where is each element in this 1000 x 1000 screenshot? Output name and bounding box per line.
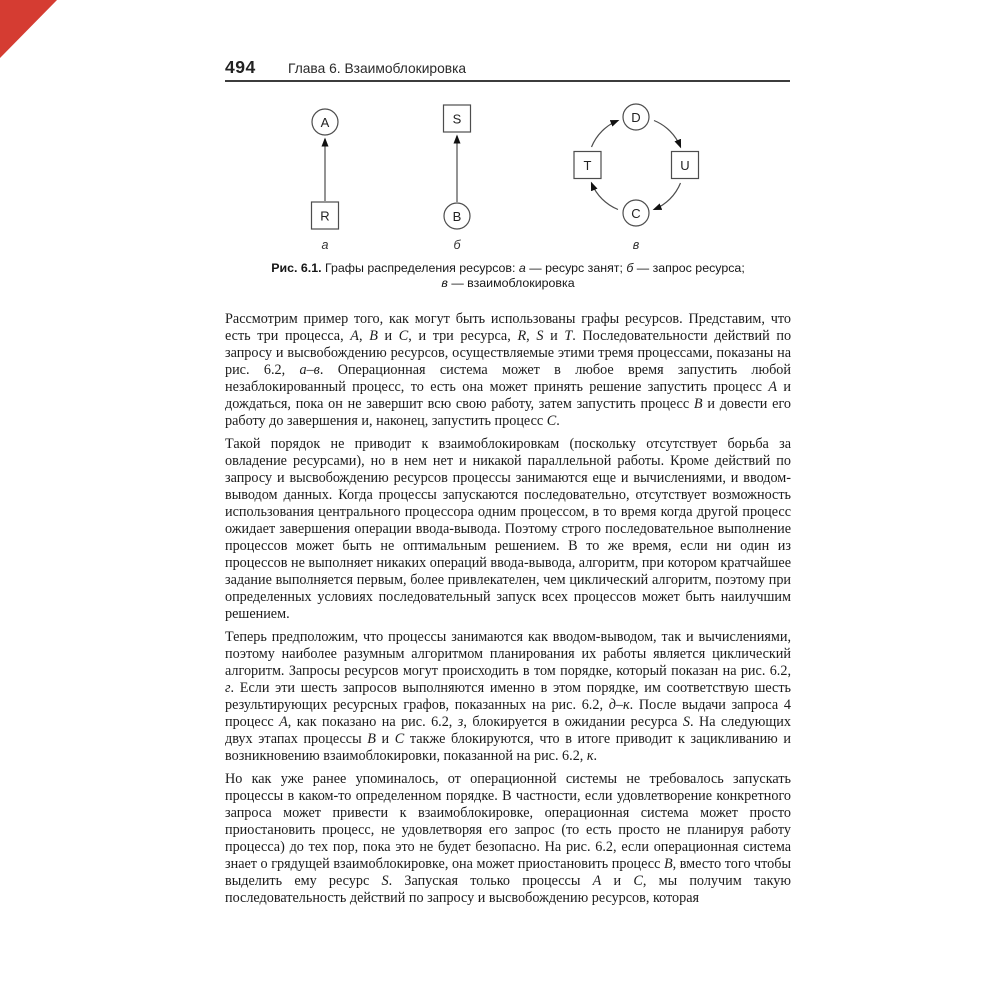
arrow-u-to-c bbox=[654, 183, 681, 210]
paragraph-2: Такой порядок не приводит к взаимоблокировкам (поскольку отсутствует борьба за овладение ресурсами), но в нем нет и никакой параллельной работы. Кроме действий по запросу и высвобождению ресурсов процессы занимаются еще и вычислениями, и вводом-выводом данных. Когда процессы запускаются последовательно, отсутствует возможность использования центрального процессора одним процессом, в то время когда другой процесс ожидает завершения операции ввода-вывода. Поэтому строго последовательное выполнение процессов может быть не оптимальным решением. В то же время, если ни один из процессов не выполняет никаких операций ввода-вывода, алгоритм, при котором кратчайшее задание выполняется первым, более привлекателен, чем циклический алгоритм, поэтому при определенных условиях последовательный запуск всех процессов может быть наилучшим решением. bbox=[225, 436, 791, 622]
resource-node-t-label: T bbox=[583, 157, 592, 173]
body-text bbox=[225, 311, 791, 913]
process-node-b-label: B bbox=[452, 208, 462, 224]
process-node-d-label: D bbox=[631, 109, 641, 125]
paragraph-3: Теперь предположим, что процессы занимаются как вводом-выводом, так и вычислениями, поэтому наиболее разумным алгоритмом планирования их работы является циклический алгоритм. Запросы ресурсов могут происходить в том порядке, который показан на рис. 6.2, г. Если эти шесть запросов выполняются именно в этом порядке, им соответствую шесть результирующих ресурсных графов, показанных на рис. 6.2, д–к. После выдачи запроса 4 процесс A, как показано на рис. 6.2, з, блокируется в ожидании ресурса S. На следующих двух этапах процессы B и C также блокируются, что в итоге приводит к зацикливанию и возникновению взаимоблокировки, показанной на рис. 6.2, к. bbox=[225, 629, 792, 764]
paragraph-4: Но как уже ранее упоминалось, от операционной системы не требовалось запускать процессы в каком-то определенном порядке. В частности, если удовлетворение конкретного запроса может привести к взаимоблокировке, операционная система может просто приостановить процесс, не удовлетворяя его запрос (то есть просто не планируя работу процесса) до тех пор, пока это не будет безопасно. На рис. 6.2, если операционная система знает о грядущей взаимоблокировке, она может приостановить процесс B, вместо того чтобы выделить ему ресурс S. Запуская только процессы A и C, мы получим такую последовательность действий по запросу и высвобождению ресурсов, которая bbox=[225, 771, 791, 906]
arrow-d-to-u bbox=[654, 121, 681, 148]
process-node-a-label: A bbox=[320, 114, 330, 130]
diagram-a-sublabel: а bbox=[321, 238, 329, 252]
arrow-t-to-d bbox=[592, 121, 619, 148]
diagram-a bbox=[312, 109, 339, 252]
resource-node-u-label: U bbox=[680, 157, 690, 173]
diagram-v-sublabel: в bbox=[632, 238, 640, 252]
process-node-c-label: C bbox=[631, 205, 641, 221]
paragraph-1: Рассмотрим пример того, как могут быть использованы графы ресурсов. Представим, что есть три процесса, A, B и C, и три ресурса, R, S и T. Последовательности действий по запросу и высвобождению ресурсов, осуществляемые этими тремя процессами, показаны на рис. 6.2, а–в. Операционная система может в любое время запустить любой незаблокированный процесс, то есть она может принять решение запустить процесс A и дождаться, пока он не завершит всю свою работу, затем запустить процесс B и довести его работу до завершения и, наконец, запустить процесс C. bbox=[225, 311, 792, 429]
resource-node-s-label: S bbox=[452, 111, 462, 127]
figure-6-1-diagrams bbox=[0, 0, 1000, 300]
diagram-v bbox=[574, 104, 699, 252]
page-number: 494 bbox=[225, 57, 256, 77]
figure-caption-line1: Рис. 6.1. Графы распределения ресурсов: а — ресурс занят; б — запрос ресурса; bbox=[271, 261, 745, 275]
figure-caption bbox=[150, 261, 866, 291]
arrow-c-to-t bbox=[592, 183, 619, 210]
diagram-b-sublabel: б bbox=[453, 238, 461, 252]
resource-node-r-label: R bbox=[320, 208, 330, 224]
figure-caption-line2: в — взаимоблокировка bbox=[441, 276, 575, 290]
diagram-b bbox=[444, 105, 471, 252]
chapter-title: Глава 6. Взаимоблокировка bbox=[288, 61, 467, 76]
